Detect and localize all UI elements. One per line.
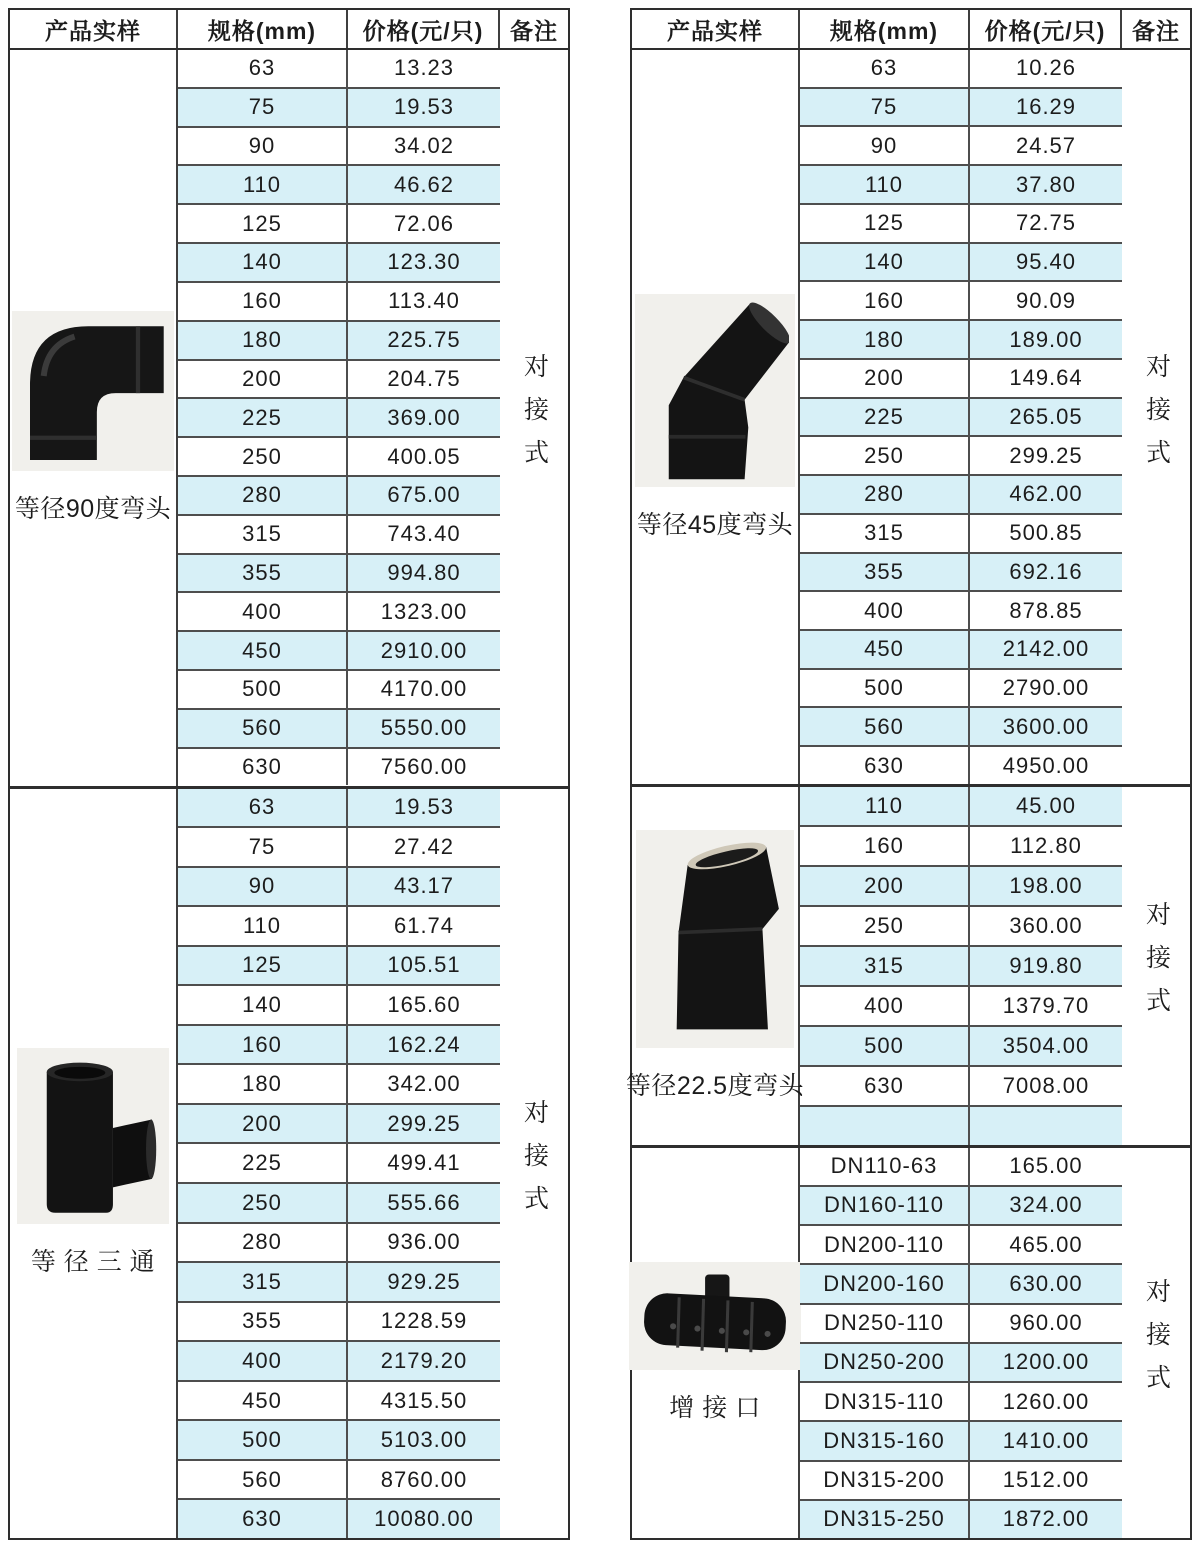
price-cell: 2179.20 [380, 1347, 468, 1373]
table-row [178, 1184, 500, 1224]
price-cell: 994.80 [387, 559, 461, 585]
table-row [800, 1107, 1122, 1145]
remark-cell [1122, 787, 1190, 1145]
price-cell: 13.23 [393, 55, 455, 81]
product-label-elbow-45: 等径45度弯头 [636, 510, 794, 539]
product-cell-elbow-45 [632, 50, 800, 784]
table-row [178, 907, 500, 947]
price-table-right [625, 8, 1192, 1540]
price-cell: 165.60 [387, 992, 461, 1018]
table-row [178, 244, 500, 283]
table-row [800, 1422, 1122, 1461]
spec-cell: 250 [178, 1184, 348, 1222]
spec-cell: 160 [800, 282, 970, 319]
product-cell-elbow-90 [10, 50, 178, 786]
table-row [800, 321, 1122, 360]
spec-cell: 180 [800, 321, 970, 358]
spec-cell: DN110-63 [800, 1148, 970, 1185]
remark-text: 对接式 [1142, 1278, 1171, 1408]
branch-saddle-silhouette [635, 1266, 795, 1366]
table-row [800, 89, 1122, 128]
table-row [800, 437, 1122, 476]
table-row [800, 947, 1122, 987]
table-row [178, 1263, 500, 1303]
price-cell: 936.00 [387, 1229, 461, 1255]
spec-cell: 280 [178, 477, 348, 514]
table-row [800, 1265, 1122, 1304]
price-cell: 8760.00 [380, 1466, 468, 1492]
table-row [178, 868, 500, 908]
price-cell: 10080.00 [374, 1506, 474, 1532]
price-cell: 43.17 [393, 873, 455, 899]
spec-cell: 315 [178, 516, 348, 553]
spec-cell: DN315-250 [800, 1501, 970, 1538]
price-cell: 342.00 [387, 1071, 461, 1097]
spec-cell: 75 [178, 828, 348, 866]
table-row [178, 438, 500, 477]
price-cell: 123.30 [387, 249, 461, 275]
spec-cell: 355 [178, 1303, 348, 1341]
price-cell: 555.66 [387, 1189, 461, 1215]
header-price: 价格(元/只) [348, 10, 500, 48]
spec-cell: 75 [178, 89, 348, 126]
spec-cell: 400 [800, 987, 970, 1025]
table-row [178, 1144, 500, 1184]
table-row [178, 361, 500, 400]
table-row [800, 1148, 1122, 1187]
spec-cell: 500 [178, 671, 348, 708]
equal-tee-silhouette [23, 1052, 163, 1220]
spec-cell: 90 [178, 868, 348, 906]
spec-cell: 75 [800, 89, 970, 126]
table-row [178, 322, 500, 361]
table-row [178, 632, 500, 671]
table-row [800, 127, 1122, 166]
price-cell: 204.75 [387, 365, 461, 391]
table-row [178, 593, 500, 632]
price-cell: 878.85 [1009, 597, 1083, 623]
table-row [800, 476, 1122, 515]
table-row [800, 867, 1122, 907]
table-row [178, 555, 500, 594]
table-row [178, 205, 500, 244]
table-row [800, 244, 1122, 283]
price-cell: 1323.00 [380, 598, 468, 624]
remark-cell [500, 789, 568, 1538]
spec-cell: 280 [178, 1224, 348, 1262]
table-row [800, 50, 1122, 89]
price-cell: 95.40 [1015, 249, 1077, 275]
table-row [800, 166, 1122, 205]
table-row [800, 1462, 1122, 1501]
spec-cell: 250 [178, 438, 348, 475]
price-cell: 24.57 [1015, 132, 1077, 158]
product-cell-equal-tee [10, 789, 178, 1538]
spec-cell: DN200-160 [800, 1265, 970, 1302]
spec-cell: 315 [178, 1263, 348, 1301]
product-cell-branch-saddle [632, 1148, 800, 1538]
table-row [178, 89, 500, 128]
price-cell: 105.51 [387, 952, 461, 978]
spec-cell: 225 [178, 1144, 348, 1182]
table-row [800, 747, 1122, 784]
price-cell: 7008.00 [1002, 1072, 1090, 1098]
spec-cell: 225 [178, 399, 348, 436]
spec-cell [800, 1107, 970, 1145]
table-row [178, 828, 500, 868]
spec-cell: 110 [178, 907, 348, 945]
spec-price-rows [800, 50, 1122, 784]
spec-cell: 200 [178, 1105, 348, 1143]
price-cell: 10.26 [1015, 55, 1077, 81]
table-row [800, 1226, 1122, 1265]
spec-price-rows [800, 787, 1122, 1145]
spec-price-rows [178, 50, 500, 786]
spec-cell: 200 [178, 361, 348, 398]
price-cell: 1200.00 [1002, 1349, 1090, 1375]
price-cell: 462.00 [1009, 481, 1083, 507]
spec-cell: 140 [800, 244, 970, 281]
table-row [178, 516, 500, 555]
price-cell: 299.25 [1009, 442, 1083, 468]
spec-cell: 630 [800, 747, 970, 784]
spec-cell: 630 [800, 1067, 970, 1105]
elbow-90-photo [12, 311, 174, 471]
price-cell: 72.75 [1015, 210, 1077, 236]
price-cell: 743.40 [387, 521, 461, 547]
spec-cell: 160 [178, 1026, 348, 1064]
remark-cell [1122, 1148, 1190, 1538]
spec-cell: 400 [800, 592, 970, 629]
spec-cell: 110 [800, 787, 970, 825]
spec-cell: 560 [178, 710, 348, 747]
spec-cell: 355 [178, 555, 348, 592]
table-header [632, 10, 1190, 50]
table-row [178, 128, 500, 167]
price-cell: 5103.00 [380, 1427, 468, 1453]
table-row [800, 282, 1122, 321]
table-row [178, 50, 500, 89]
price-cell: 1379.70 [1002, 992, 1090, 1018]
price-table-left [8, 8, 570, 1540]
table-row [800, 515, 1122, 554]
table-row [800, 592, 1122, 631]
spec-cell: 450 [178, 632, 348, 669]
spec-cell: 315 [800, 947, 970, 985]
price-cell: 2910.00 [380, 637, 468, 663]
table-row [800, 360, 1122, 399]
product-label-elbow-90: 等径90度弯头 [14, 494, 172, 523]
spec-cell: DN315-110 [800, 1383, 970, 1420]
spec-cell: 200 [800, 867, 970, 905]
spec-cell: 450 [800, 631, 970, 668]
spec-cell: 180 [178, 1065, 348, 1103]
price-cell: 198.00 [1009, 872, 1083, 898]
price-cell: 630.00 [1009, 1270, 1083, 1296]
price-cell: 929.25 [387, 1268, 461, 1294]
remark-text: 对接式 [520, 1098, 549, 1228]
section-branch-saddle [632, 1145, 1190, 1538]
section-elbow-45 [632, 50, 1190, 784]
spec-cell: 630 [178, 1500, 348, 1538]
table-row [800, 1305, 1122, 1344]
price-cell: 149.64 [1009, 365, 1083, 391]
table-row [800, 907, 1122, 947]
table-row [800, 1067, 1122, 1107]
spec-cell: 160 [178, 283, 348, 320]
table-header [10, 10, 568, 50]
spec-cell: DN250-200 [800, 1344, 970, 1381]
table-row [178, 283, 500, 322]
table-row [178, 789, 500, 829]
table-row [800, 631, 1122, 670]
table-row [178, 1461, 500, 1501]
price-cell: 360.00 [1009, 912, 1083, 938]
spec-cell: 355 [800, 554, 970, 591]
section-equal-tee [10, 786, 568, 1538]
spec-cell: 160 [800, 827, 970, 865]
price-cell: 2790.00 [1002, 675, 1090, 701]
remark-text: 对接式 [1142, 901, 1171, 1031]
price-cell: 1228.59 [380, 1308, 468, 1334]
table-row [800, 205, 1122, 244]
price-cell: 465.00 [1009, 1231, 1083, 1257]
elbow-45-photo [635, 294, 795, 487]
price-cell: 960.00 [1009, 1310, 1083, 1336]
spec-cell: DN160-110 [800, 1187, 970, 1224]
spec-cell: 315 [800, 515, 970, 552]
price-cell: 1512.00 [1002, 1467, 1090, 1493]
spec-cell: 90 [178, 128, 348, 165]
spec-cell: 630 [178, 749, 348, 786]
spec-cell: 500 [800, 1027, 970, 1065]
price-cell: 369.00 [387, 404, 461, 430]
spec-cell: DN250-110 [800, 1305, 970, 1342]
table-row [178, 1421, 500, 1461]
elbow-22-5-photo [636, 830, 794, 1048]
price-cell: 500.85 [1009, 520, 1083, 546]
table-row [178, 947, 500, 987]
table-row [178, 477, 500, 516]
spec-cell: 400 [178, 593, 348, 630]
table-row [178, 1065, 500, 1105]
price-cell: 61.74 [393, 912, 455, 938]
spec-cell: 200 [800, 360, 970, 397]
price-cell: 4315.50 [380, 1387, 468, 1413]
price-cell: 675.00 [387, 482, 461, 508]
price-cell: 165.00 [1009, 1153, 1083, 1179]
price-cell: 919.80 [1009, 952, 1083, 978]
product-label-equal-tee: 等 径 三 通 [30, 1248, 156, 1277]
price-cell: 46.62 [393, 171, 455, 197]
spec-cell: 63 [178, 50, 348, 87]
spec-cell: 560 [800, 708, 970, 745]
table-row [178, 1500, 500, 1538]
spec-cell: 450 [178, 1382, 348, 1420]
price-cell: 5550.00 [380, 715, 468, 741]
spec-cell: DN200-110 [800, 1226, 970, 1263]
price-cell: 265.05 [1009, 403, 1083, 429]
spec-cell: 125 [178, 947, 348, 985]
price-cell: 162.24 [387, 1031, 461, 1057]
price-cell: 400.05 [387, 443, 461, 469]
equal-tee-photo [17, 1048, 169, 1224]
spec-cell: 500 [800, 670, 970, 707]
table-row [178, 671, 500, 710]
price-cell: 19.53 [393, 94, 455, 120]
table-row [178, 1342, 500, 1382]
price-cell: 299.25 [387, 1110, 461, 1136]
price-cell: 7560.00 [380, 754, 468, 780]
price-cell: 72.06 [393, 210, 455, 236]
table-row [800, 1027, 1122, 1067]
spec-price-rows [178, 789, 500, 1538]
remark-cell [500, 50, 568, 786]
header-spec: 规格(mm) [800, 10, 970, 48]
table-row [178, 399, 500, 438]
price-cell: 1260.00 [1002, 1388, 1090, 1414]
price-cell: 112.80 [1010, 832, 1082, 858]
spec-cell: 110 [800, 166, 970, 203]
table-row [800, 554, 1122, 593]
spec-cell: 500 [178, 1421, 348, 1459]
table-row [178, 1382, 500, 1422]
table-row [178, 986, 500, 1026]
table-row [800, 827, 1122, 867]
price-cell: 692.16 [1009, 558, 1083, 584]
spec-cell: 63 [800, 50, 970, 87]
price-cell: 4170.00 [380, 676, 468, 702]
elbow-90-silhouette [18, 315, 168, 467]
price-cell: 225.75 [387, 327, 461, 353]
table-row [800, 708, 1122, 747]
table-row [800, 1501, 1122, 1538]
price-cell: 34.02 [393, 133, 455, 159]
price-cell: 37.80 [1015, 171, 1077, 197]
spec-cell: 560 [178, 1461, 348, 1499]
spec-cell: 400 [178, 1342, 348, 1380]
header-remark: 备注 [1132, 17, 1180, 44]
spec-cell: 140 [178, 986, 348, 1024]
spec-cell: 280 [800, 476, 970, 513]
product-label-elbow-22-5: 等径22.5度弯头 [625, 1071, 805, 1100]
price-cell: 90.09 [1015, 287, 1077, 313]
spec-cell: 250 [800, 907, 970, 945]
price-cell [970, 1107, 1122, 1145]
header-product-sample: 产品实样 [10, 10, 178, 48]
table-row [800, 670, 1122, 709]
price-cell: 189.00 [1009, 326, 1083, 352]
price-cell: 16.29 [1015, 94, 1077, 120]
spec-cell: DN315-200 [800, 1462, 970, 1499]
spec-cell: 125 [800, 205, 970, 242]
branch-saddle-photo [629, 1262, 801, 1370]
product-label-branch-saddle: 增 接 口 [669, 1393, 761, 1422]
table-row [800, 399, 1122, 438]
price-cell: 1872.00 [1002, 1506, 1090, 1532]
elbow-22-5-silhouette [642, 834, 788, 1044]
table-row [178, 166, 500, 205]
spec-cell: DN315-160 [800, 1422, 970, 1459]
price-cell: 45.00 [1015, 793, 1077, 819]
price-cell: 499.41 [387, 1150, 461, 1176]
table-row [178, 1224, 500, 1264]
header-spec: 规格(mm) [178, 10, 348, 48]
table-row [178, 1303, 500, 1343]
remark-text: 对接式 [1142, 352, 1171, 482]
spec-cell: 125 [178, 205, 348, 242]
table-row [800, 987, 1122, 1027]
price-cell: 3504.00 [1002, 1032, 1090, 1058]
remark-cell [1122, 50, 1190, 784]
price-cell: 27.42 [393, 833, 455, 859]
section-elbow-22-5 [625, 784, 1190, 1145]
product-cell-elbow-22-5 [625, 787, 805, 1145]
table-row [800, 1383, 1122, 1422]
price-cell: 1410.00 [1002, 1427, 1090, 1453]
elbow-45-silhouette [641, 298, 789, 483]
spec-cell: 225 [800, 399, 970, 436]
price-cell: 3600.00 [1002, 713, 1090, 739]
price-cell: 2142.00 [1002, 636, 1090, 662]
table-row [178, 710, 500, 749]
price-cell: 19.53 [393, 794, 455, 820]
remark-text: 对接式 [520, 353, 549, 483]
spec-cell: 110 [178, 166, 348, 203]
price-cell: 4950.00 [1002, 752, 1090, 778]
section-elbow-90 [10, 50, 568, 786]
table-row [178, 1026, 500, 1066]
spec-price-rows [800, 1148, 1122, 1538]
table-row [800, 1344, 1122, 1383]
spec-cell: 250 [800, 437, 970, 474]
header-price: 价格(元/只) [970, 10, 1122, 48]
spec-cell: 90 [800, 127, 970, 164]
table-row [800, 787, 1122, 827]
spec-cell: 63 [178, 789, 348, 827]
price-cell: 324.00 [1009, 1192, 1083, 1218]
spec-cell: 140 [178, 244, 348, 281]
price-cell: 113.40 [388, 288, 460, 314]
header-product-sample: 产品实样 [632, 10, 800, 48]
header-remark: 备注 [510, 17, 558, 44]
spec-cell: 180 [178, 322, 348, 359]
table-row [178, 749, 500, 786]
table-row [178, 1105, 500, 1145]
table-row [800, 1187, 1122, 1226]
